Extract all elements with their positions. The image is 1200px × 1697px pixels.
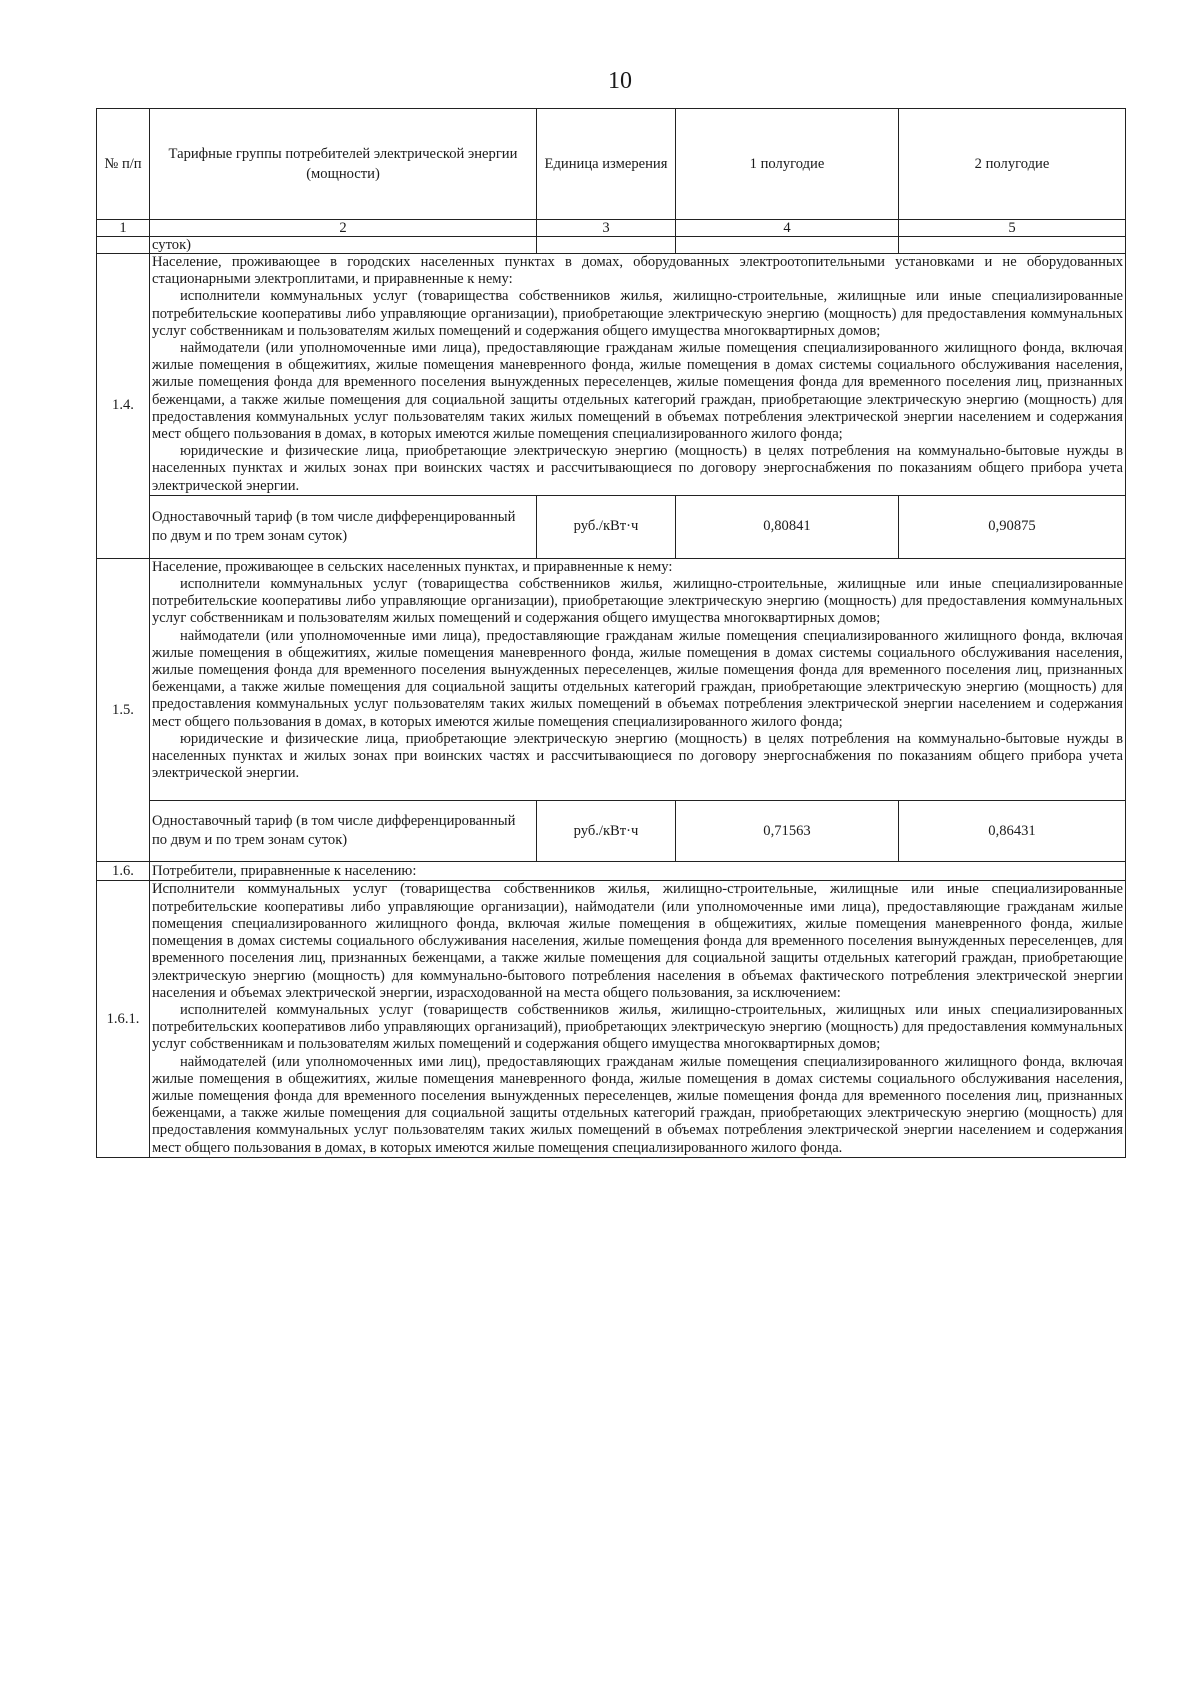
- tariff-row: [97, 495, 1126, 558]
- section-1-6-row: [97, 862, 1126, 881]
- section-title: Потребители, приравненные к населению:: [150, 862, 1126, 881]
- row-number: 1.4.: [97, 254, 150, 559]
- description-paragraph: юридические и физические лица, приобретающие электрическую энергию (мощность) в целях потребления на коммунально-бытовые нужды в населенных пунктах и жилых зонах при воинских частях и рассчитывающиеся по договору энергоснабжения по показаниям общего прибора учета электрической энергии.: [152, 730, 1123, 782]
- tariff-first-half-value: 0,71563: [676, 801, 899, 862]
- description-paragraph: Исполнители коммунальных услуг (товарищества собственников жилья, жилищно-строительные, жилищные или иные специализированные потребительские кооперативы либо управляющие организации), наймодатели (или уполномоченные ими лица), предоставляющие гражданам жилые помещения специализированного жилищного фонда, включая жилые помещения в общежитиях, жилые помещения маневренного фонда, жилые помещения в домах системы социального обслуживания населения, жилые помещения фонда для временного поселения вынужденных переселенцев, для временного поселения лиц, признанных беженцами, а также жилые помещения для социальной защиты отдельных категорий граждан, приобретающие электрическую энергию (мощность) для коммунально-бытового потребления населения в объемах фактического потребления электрической энергии населения и объемах электрической энергии, израсходованной на места общего пользования, за исключением:: [152, 881, 1123, 1001]
- tariff-row: [97, 801, 1126, 862]
- description-paragraph: наймодатели (или уполномоченные ими лица), предоставляющие гражданам жилые помещения специализированного жилищного фонда, включая жилые помещения в общежитиях, жилые помещения маневренного фонда, жилые помещения в домах системы социального обслуживания населения, жилые помещения фонда для временного поселения вынужденных переселенцев, жилые помещения фонда для временного поселения лиц, признанных беженцами, а также жилые помещения для социальной защиты отдельных категорий граждан, приобретающие электрическую энергию (мощность) для предоставления коммунальных услуг пользователям таких жилых помещений в объемах потребления электрической энергии населением и содержания мест общего пользования в домах, в которых имеются жилые помещения специализированного жилого фонда;: [152, 340, 1123, 443]
- header-first-half: 1 полугодие: [676, 109, 899, 220]
- description-paragraph: наймодатели (или уполномоченные ими лица), предоставляющие гражданам жилые помещения специализированного жилищного фонда, включая жилые помещения в общежитиях, жилые помещения маневренного фонда, жилые помещения в домах системы социального обслуживания населения, жилые помещения фонда для временного поселения вынужденных переселенцев, жилые помещения фонда для временного поселения лиц, признанных беженцами, а также жилые помещения для социальной защиты отдельных категорий граждан, приобретающие электрическую энергию (мощность) для предоставления коммунальных услуг пользователям таких жилых помещений в объемах потребления электрической энергии населением и содержания мест общего пользования в домах, в которых имеются жилые помещения специализированного жилого фонда;: [152, 627, 1123, 730]
- tariff-second-half-value: 0,86431: [899, 801, 1126, 862]
- section-1-6-1-row: [97, 881, 1126, 1157]
- header-unit: Единица измерения: [537, 109, 676, 220]
- carry-over-text: суток): [150, 237, 537, 254]
- header-number: № п/п: [97, 109, 150, 220]
- tariff-second-half-value: 0,90875: [899, 495, 1126, 558]
- carry-over-row: [97, 237, 1126, 254]
- column-number: 1: [97, 220, 150, 237]
- column-number: 2: [150, 220, 537, 237]
- description-paragraph: исполнители коммунальных услуг (товарищества собственников жилья, жилищно-строительные, жилищные или иные специализированные потребительские кооперативы либо управляющие организации), приобретающие электрическую энергию (мощность) для предоставления коммунальных услуг собственникам и пользователям жилых помещений и содержания общего имущества многоквартирных домов;: [152, 576, 1123, 627]
- row-number: 1.6.: [97, 862, 150, 881]
- description-paragraph: юридические и физические лица, приобретающие электрическую энергию (мощность) в целях потребления на коммунально-бытовые нужды в населенных пунктах и жилых зонах при воинских частях и рассчитывающиеся по договору энергоснабжения по показаниям общего прибора учета электрической энергии.: [152, 443, 1123, 494]
- tariff-unit: руб./кВт·ч: [537, 801, 676, 862]
- row-number: 1.5.: [97, 558, 150, 862]
- description-paragraph: исполнители коммунальных услуг (товарищества собственников жилья, жилищно-строительные, жилищные или иные специализированные потребительские кооперативы либо управляющие организации), приобретающие электрическую энергию (мощность) для предоставления коммунальных услуг собственникам и пользователям жилых помещений и содержания общего имущества многоквартирных домов;: [152, 288, 1123, 339]
- column-number: 3: [537, 220, 676, 237]
- row-number: 1.6.1.: [97, 881, 150, 1157]
- page-number: 10: [608, 68, 632, 94]
- description-paragraph: Население, проживающее в сельских населенных пунктах, и приравненные к нему:: [152, 558, 673, 575]
- description-paragraph: исполнителей коммунальных услуг (товариществ собственников жилья, жилищно-строительных, жилищных или иных специализированных потребительских кооперативов либо управляющих организаций), приобретающих электрическую энергию (мощность) для предоставления коммунальных услуг собственникам и пользователям жилых помещений и содержания общего имущества многоквартирных домов;: [152, 1001, 1123, 1053]
- column-number: 5: [899, 220, 1126, 237]
- section-1-4-description-row: [97, 254, 1126, 496]
- tariff-name: Одноставочный тариф (в том числе дифференцированный по двум и по трем зонам суток): [150, 495, 537, 558]
- tariff-table: [96, 108, 1126, 1158]
- description-paragraph: наймодателей (или уполномоченных ими лиц), предоставляющих гражданам жилые помещения специализированного жилищного фонда, включая жилые помещения в общежитиях, жилые помещения маневренного фонда, жилые помещения в домах системы социального обслуживания населения, жилые помещения фонда для временного поселения вынужденных переселенцев, жилые помещения фонда для временного поселения лиц, признанных беженцами, а также жилые помещения для социальной защиты отдельных категорий граждан, приобретающих электрическую энергию (мощность) для предоставления коммунальных услуг пользователям таких жилых помещений в объемах потребления электрической энергии населением и содержания мест общего пользования в домах, в которых имеются жилые помещения специализированного жилого фонда.: [152, 1053, 1123, 1156]
- column-number: 4: [676, 220, 899, 237]
- tariff-first-half-value: 0,80841: [676, 495, 899, 558]
- section-description: [150, 558, 1126, 801]
- tariff-unit: руб./кВт·ч: [537, 495, 676, 558]
- header-tariff-groups: Тарифные группы потребителей электрической энергии (мощности): [150, 109, 537, 220]
- section-description: [150, 881, 1126, 1157]
- tariff-name: Одноставочный тариф (в том числе дифференцированный по двум и по трем зонам суток): [150, 801, 537, 862]
- table-header-row: [97, 109, 1126, 220]
- column-numbers-row: [97, 220, 1126, 237]
- section-description: [150, 254, 1126, 496]
- header-second-half: 2 полугодие: [899, 109, 1126, 220]
- section-1-5-description-row: [97, 558, 1126, 801]
- description-paragraph: Население, проживающее в городских населенных пунктах в домах, оборудованных электроотопительными установками и не оборудованных стационарными электроплитами, и приравненные к нему:: [152, 254, 1123, 288]
